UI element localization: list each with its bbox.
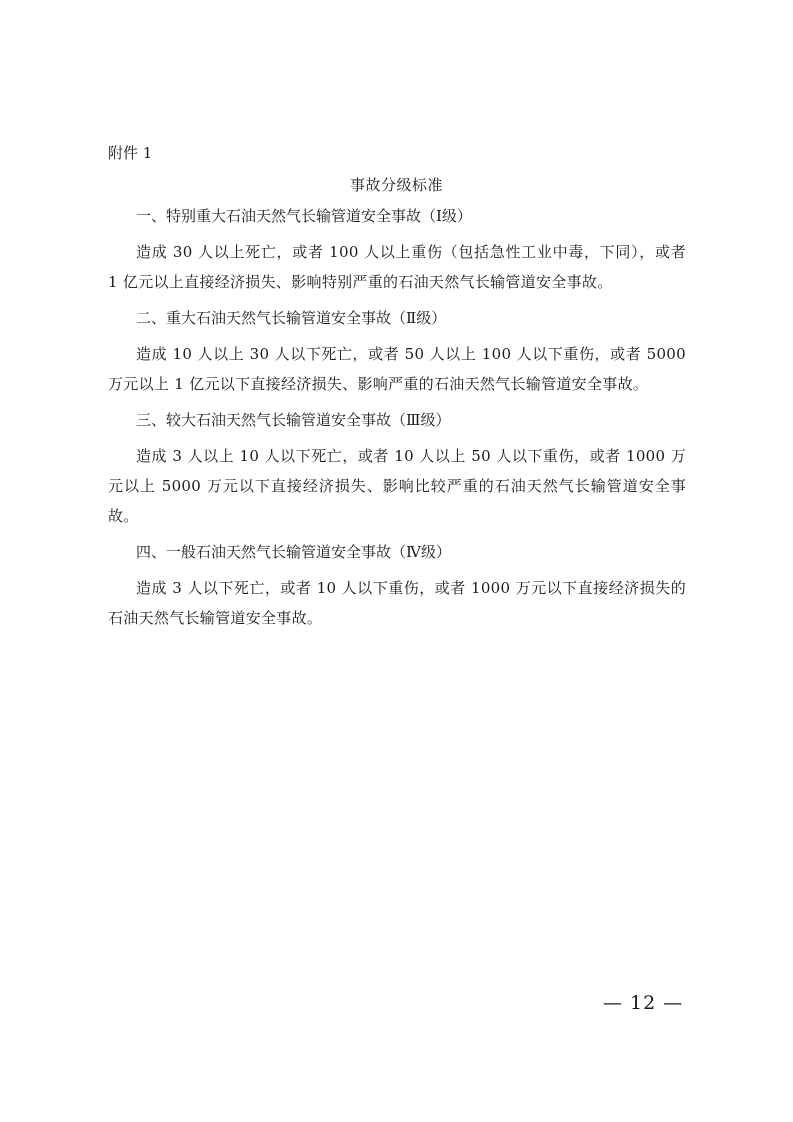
document-title: 事故分级标准 — [349, 176, 443, 194]
section-level-1 — [108, 201, 686, 297]
section-heading: 一、特别重大石油天然气长输管道安全事故（Ⅰ级） — [136, 207, 472, 225]
section-heading: 三、较大石油天然气长输管道安全事故（Ⅲ级） — [136, 411, 451, 429]
section-body: 造成 3 人以上 10 人以下死亡，或者 10 人以上 50 人以下重伤，或者 1000 万元以上 5000 万元以下直接经济损失、影响比较严重的石油天然气长输管道安全事故。 — [108, 447, 686, 525]
section-heading: 二、重大石油天然气长输管道安全事故（Ⅱ级） — [136, 309, 447, 327]
section-body: 造成 3 人以下死亡，或者 10 人以下重伤，或者 1000 万元以下直接经济损失的石油天然气长输管道安全事故。 — [108, 579, 686, 627]
section-body: 造成 30 人以上死亡，或者 100 人以上重伤（包括急性工业中毒，下同），或者 1 亿元以上直接经济损失、影响特别严重的石油天然气长输管道安全事故。 — [108, 243, 686, 291]
section-level-2 — [108, 303, 686, 399]
document-content — [108, 201, 686, 639]
attachment-label: 附件 1 — [108, 144, 153, 162]
section-body: 造成 10 人以上 30 人以下死亡，或者 50 人以上 100 人以下重伤，或者 5000 万元以上 1 亿元以下直接经济损失、影响严重的石油天然气长输管道安全事故。 — [108, 345, 686, 393]
section-level-3 — [108, 405, 686, 531]
page-number: — 12 — — [603, 992, 684, 1014]
section-level-4 — [108, 537, 686, 633]
section-heading: 四、一般石油天然气长输管道安全事故（Ⅳ级） — [136, 543, 451, 561]
